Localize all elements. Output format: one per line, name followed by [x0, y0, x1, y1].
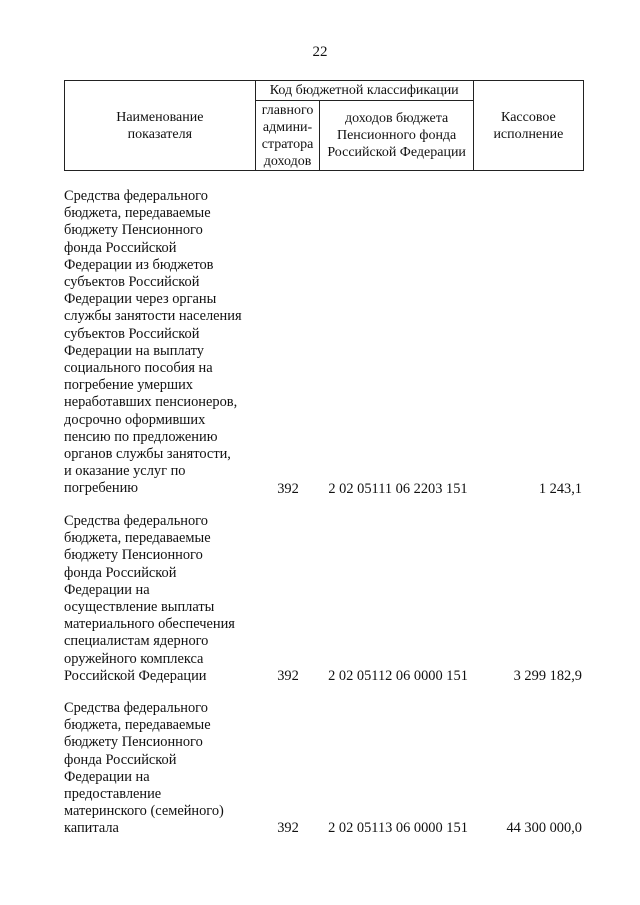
table-row: [0, 513, 640, 685]
row-name: Средства федерального бюджета, передаваемые бюджету Пенсионного фонда Российской Федерации на осуществление выплаты материального обеспечения специалистам ядерного оружейного комплекса Российской Федерации: [64, 513, 235, 684]
row-amount: 3 299 182,9: [513, 667, 582, 684]
row-admin-code: 392: [277, 480, 299, 497]
row-admin-code: 392: [277, 667, 299, 684]
header-kass-label: Кассовое исполнение: [493, 109, 564, 142]
header-admin-column: [255, 101, 320, 171]
row-amount: 44 300 000,0: [506, 819, 582, 836]
row-amount: 1 243,1: [538, 480, 582, 497]
header-name-column: [65, 81, 256, 171]
header-code-group-label: Код бюджетной классификации: [269, 83, 459, 98]
row-budget-code: 2 02 05113 06 0000 151: [328, 819, 468, 836]
table-row: [0, 700, 640, 837]
table-header: [64, 80, 584, 171]
row-admin-code: 392: [277, 819, 299, 836]
header-admin-label: главного админи- стратора доходов: [261, 102, 314, 169]
header-dohod-column: [320, 101, 473, 171]
header-dohod-label: доходов бюджета Пенсионного фонда Российской Федерации: [327, 111, 466, 160]
header-code-group: [255, 81, 473, 101]
header-name-label: Наименование показателя: [116, 109, 204, 142]
table-row: [0, 188, 640, 498]
row-budget-code: 2 02 05112 06 0000 151: [328, 667, 468, 684]
row-name: Средства федерального бюджета, передаваемые бюджету Пенсионного фонда Российской Федерации из бюджетов субъектов Российской Федерации через органы службы занятости населения субъектов Российской Федерации на выплату социального пособия на погребение умерших неработавших пенсионеров, досрочно оформивших пенсию по предложению органов службы занятости, и оказание услуг по погребению: [64, 188, 242, 497]
header-kass-column: [473, 81, 583, 171]
page-number: 22: [312, 44, 328, 60]
row-budget-code: 2 02 05111 06 2203 151: [328, 480, 468, 497]
row-name: Средства федерального бюджета, передаваемые бюджету Пенсионного фонда Российской Федерации на предоставление материнского (семейного) капитала: [64, 700, 224, 837]
